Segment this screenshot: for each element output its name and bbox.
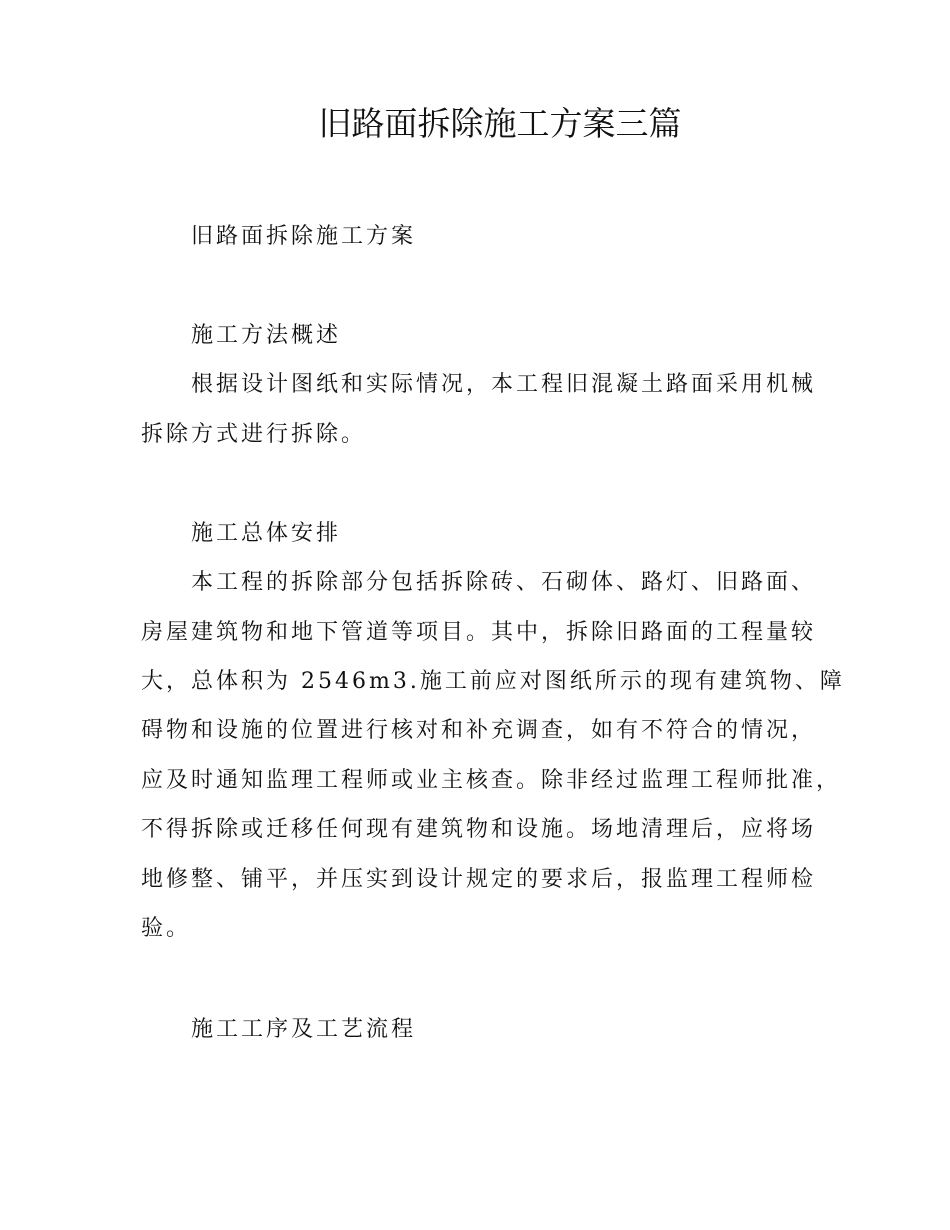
paragraph-line: 大，总体积为 2546m3.施工前应对图纸所示的现有建筑物、障 xyxy=(141,669,845,694)
section-heading-method-overview: 施工方法概述 xyxy=(191,323,342,348)
paragraph-line: 拆除方式进行拆除。 xyxy=(141,422,367,447)
section-heading-process-flow: 施工工序及工艺流程 xyxy=(191,1017,417,1042)
paragraph-line: 碍物和设施的位置进行核对和补充调查，如有不符合的情况， xyxy=(141,718,817,743)
paragraph-line: 本工程的拆除部分包括拆除砖、石砌体、路灯、旧路面、 xyxy=(191,570,817,595)
paragraph-line: 应及时通知监理工程师或业主核查。除非经过监理工程师批准， xyxy=(141,768,842,793)
section-heading-overall-arrangement: 施工总体安排 xyxy=(191,521,342,546)
paragraph-line: 根据设计图纸和实际情况，本工程旧混凝土路面采用机械 xyxy=(191,372,817,397)
document-subtitle: 旧路面拆除施工方案 xyxy=(191,224,417,249)
paragraph-line: 房屋建筑物和地下管道等项目。其中，拆除旧路面的工程量较 xyxy=(141,620,817,645)
paragraph-line: 地修整、铺平，并压实到设计规定的要求后，报监理工程师检 xyxy=(141,867,817,892)
document-title: 旧路面拆除施工方案三篇 xyxy=(318,107,682,143)
paragraph-line: 不得拆除或迁移任何现有建筑物和设施。场地清理后，应将场 xyxy=(141,817,817,842)
paragraph-line: 验。 xyxy=(141,916,192,941)
